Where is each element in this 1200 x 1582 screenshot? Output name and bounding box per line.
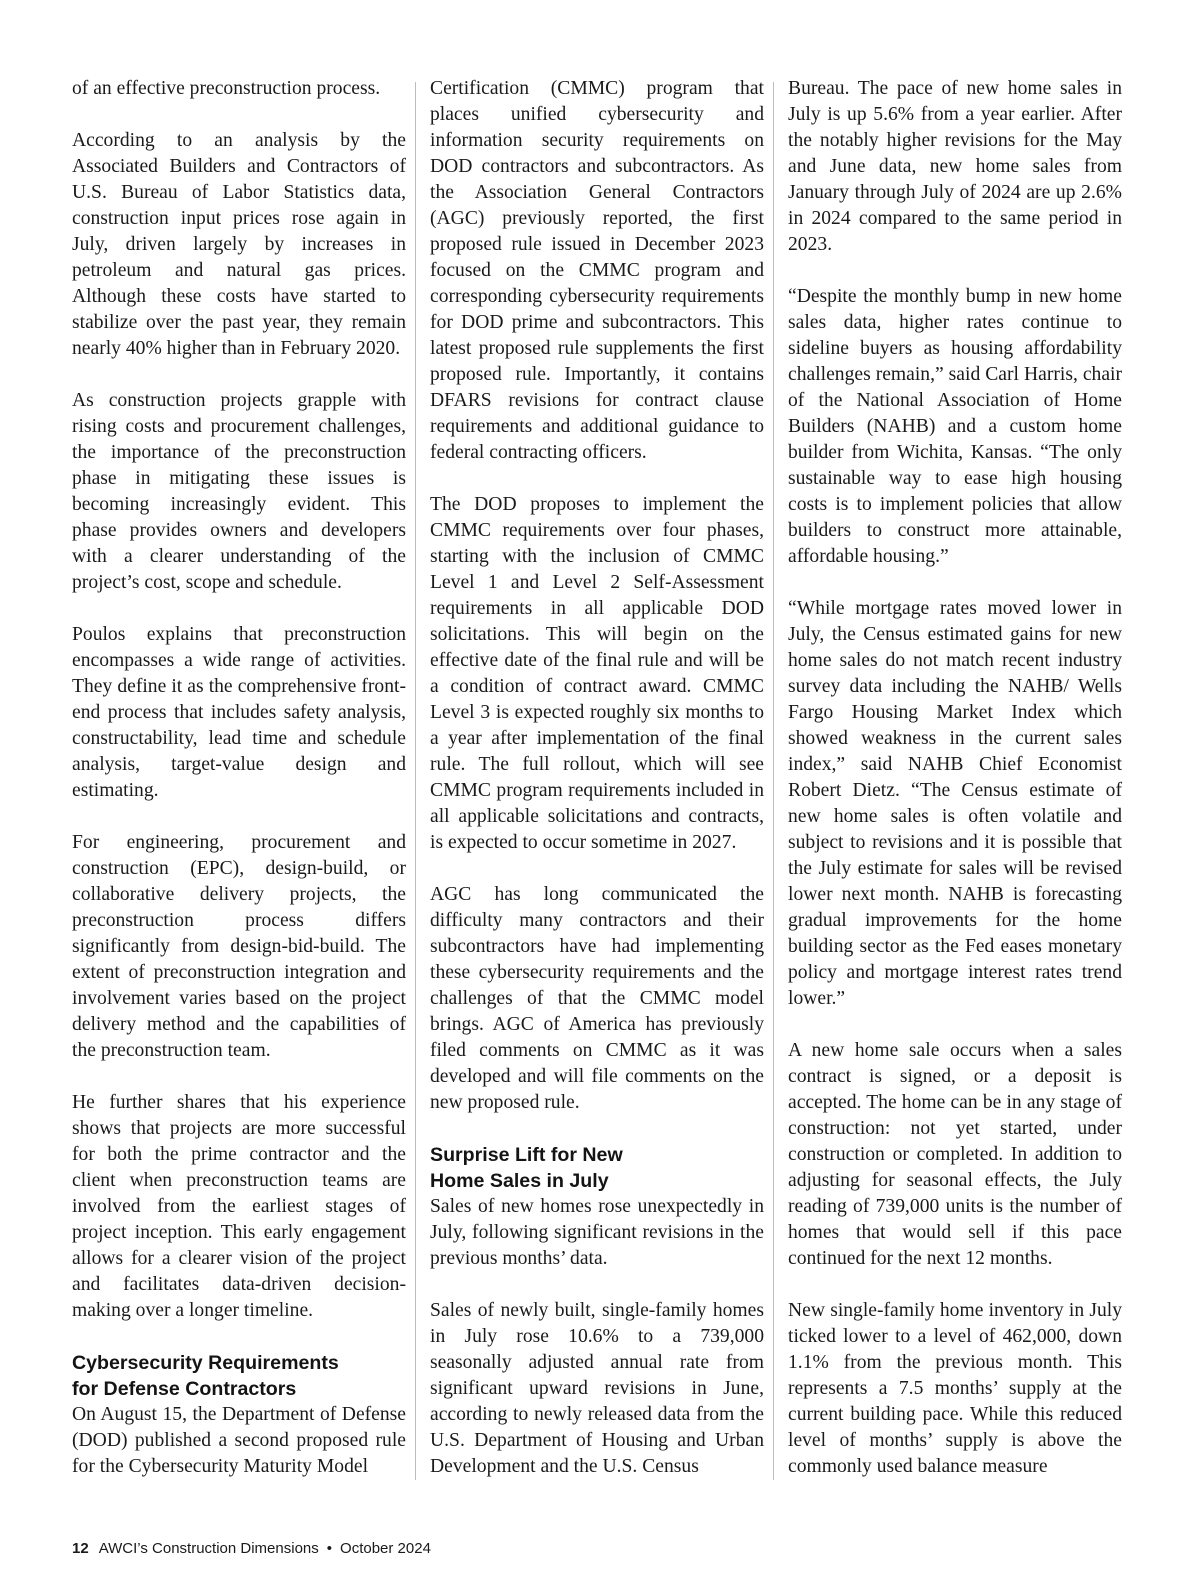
paragraph: According to an analysis by the Associated Builders and Contractors of U.S. Bureau of Labor Statistics data, construction input prices rose again in July, driven largely by increases in petroleum and natural gas prices. Although these costs have started to stabilize over the past year, they remain nearly 40% higher than in February 2020. — [72, 130, 406, 359]
heading-line: for Defense Contractors — [72, 1378, 297, 1400]
heading-line: Cybersecurity Requirements — [72, 1352, 339, 1374]
footer-separator: • — [326, 1540, 333, 1557]
paragraph: “While mortgage rates moved lower in July, the Census estimated gains for new home sales do not match recent industry survey data including the NAHB/ Wells Fargo Housing Market Index which showed weakness in the current sales index,” said NAHB Chief Economist Robert Dietz. “The Census estimate of new home sales is often volatile and subject to revisions and it is possible that the July estimate for sales will be revised lower next month. NAHB is forecasting gradual improvements for the home building sector as the Fed eases monetary policy and mortgage interest rates trend lower.” — [788, 598, 1122, 1009]
paragraph: Certification (CMMC) program that places unified cybersecurity and information security requirements on DOD contractors and subcontractors. As the Association General Contractors (AGC) previously reported, the first proposed rule issued in December 2023 focused on the CMMC program and corresponding cybersecurity requirements for DOD prime and subcontractors. This latest proposed rule supplements the first proposed rule. Importantly, it contains DFARS revisions for contract clause requirements and additional guidance to federal contracting officers. — [430, 78, 764, 463]
page-number: 12 — [72, 1540, 89, 1557]
heading-line: Home Sales in July — [430, 1170, 609, 1192]
issue-date: October 2024 — [340, 1540, 431, 1557]
text-column-middle — [430, 76, 764, 1484]
paragraph: Sales of new homes rose unexpectedly in July, following significant revisions in the previous months’ data. — [430, 1196, 764, 1269]
paragraph: Poulos explains that preconstruction encompasses a wide range of activities. They define it as the comprehensive front-end process that includes safety analysis, constructability, lead time and schedule analysis, target-value design and estimating. — [72, 624, 406, 801]
paragraph: The DOD proposes to implement the CMMC requirements over four phases, starting with the inclusion of CMMC Level 1 and Level 2 Self-Assessment requirements in all applicable DOD solicitations. This will begin on the effective date of the final rule and will be a condition of contract award. CMMC Level 3 is expected roughly six months to a year after implementation of the final rule. The full rollout, which will see CMMC program requirements included in all applicable solicitations and contracts, is expected to occur sometime in 2027. — [430, 494, 764, 853]
paragraph: AGC has long communicated the difficulty many contractors and their subcontractors have had implementing these cybersecurity requirements and the challenges of that the CMMC model brings. AGC of America has previously filed comments on CMMC as it was developed and will file comments on the new proposed rule. — [430, 884, 764, 1113]
paragraph: Sales of newly built, single-family homes in July rose 10.6% to a 739,000 seasonally adjusted annual rate from significant upward revisions in June, according to newly released data from the U.S. Department of Housing and Urban Development and the U.S. Census — [430, 1300, 764, 1477]
paragraph: of an effective preconstruction process. — [72, 78, 381, 99]
paragraph: For engineering, procurement and construction (EPC), design-build, or collaborative delivery projects, the preconstruction process differs significantly from design-bid-build. The extent of preconstruction integration and involvement varies based on the project delivery method and the capabilities of the preconstruction team. — [72, 832, 406, 1061]
heading-line: Surprise Lift for New — [430, 1144, 623, 1166]
column-divider — [773, 82, 774, 1480]
page-footer — [72, 1540, 431, 1557]
paragraph: “Despite the monthly bump in new home sales data, higher rates continue to sideline buyers as housing affordability challenges remain,” said Carl Harris, chair of the National Association of Home Builders (NAHB) and a custom home builder from Wichita, Kansas. “The only sustainable way to ease high housing costs is to implement policies that allow builders to construct more attainable, affordable housing.” — [788, 286, 1122, 567]
paragraph: As construction projects grapple with rising costs and procurement challenges, the importance of the preconstruction phase in mitigating these issues is becoming increasingly evident. This phase provides owners and developers with a clearer understanding of the project’s cost, scope and schedule. — [72, 390, 406, 593]
paragraph: New single-family home inventory in July ticked lower to a level of 462,000, down 1.1% from the previous month. This represents a 7.5 months’ supply at the current building pace. While this reduced level of months’ supply is above the commonly used balance measure — [788, 1300, 1122, 1477]
text-column-left — [72, 76, 406, 1484]
paragraph: On August 15, the Department of Defense (DOD) published a second proposed rule for the Cybersecurity Maturity Model — [72, 1404, 406, 1477]
paragraph: A new home sale occurs when a sales contract is signed, or a deposit is accepted. The home can be in any stage of construction: not yet started, under construction or completed. In addition to adjusting for seasonal effects, the July reading of 739,000 units is the number of homes that would sell if this pace continued for the next 12 months. — [788, 1040, 1122, 1269]
text-column-right — [788, 76, 1122, 1484]
paragraph: He further shares that his experience shows that projects are more successful for both the prime contractor and the client when preconstruction teams are involved from the earliest stages of project inception. This early engagement allows for a clearer vision of the project and facilitates data-driven decision-making over a longer timeline. — [72, 1092, 406, 1321]
section-heading-home-sales — [430, 1142, 764, 1194]
paragraph: Bureau. The pace of new home sales in July is up 5.6% from a year earlier. After the notably higher revisions for the May and June data, new home sales from January through July of 2024 are up 2.6% in 2024 compared to the same period in 2023. — [788, 78, 1122, 255]
section-heading-cybersecurity — [72, 1350, 406, 1402]
column-divider — [415, 82, 416, 1480]
publication-name: AWCI’s Construction Dimensions — [98, 1540, 319, 1557]
